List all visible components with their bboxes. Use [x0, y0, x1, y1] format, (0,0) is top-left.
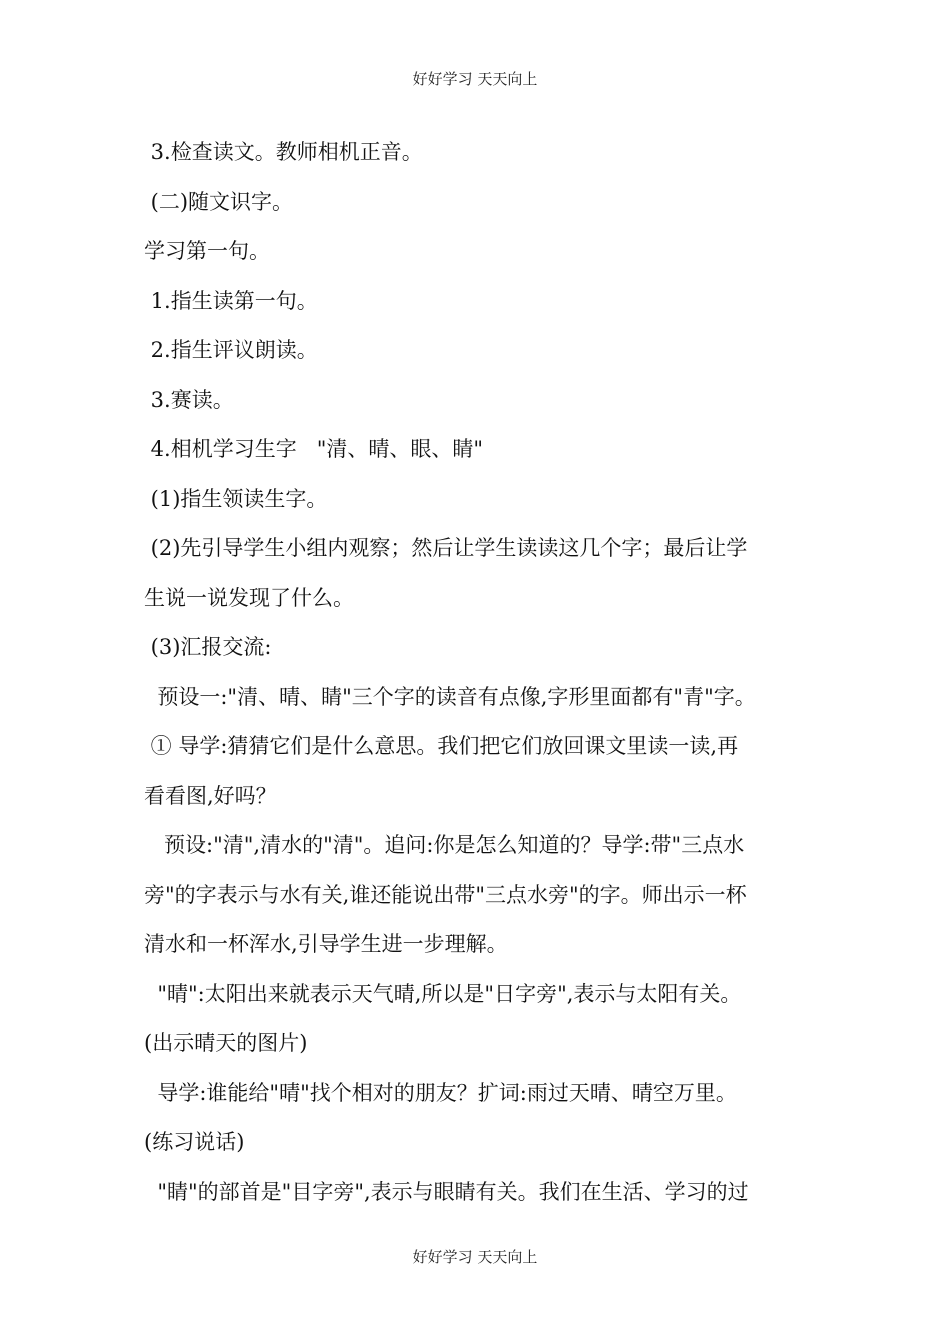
- text-line: 3.赛读。: [144, 387, 234, 412]
- text-line: ① 导学:猜猜它们是什么意思。我们把它们放回课文里读一读,再: [144, 734, 739, 758]
- text-line: "睛"的部首是"目字旁",表示与眼睛有关。我们在生活、学习的过: [144, 1179, 749, 1204]
- document-body: [144, 128, 812, 1217]
- text-line: 1.指生读第一句。: [144, 288, 318, 313]
- page-footer: 好好学习 天天向上: [412, 1248, 538, 1266]
- text-line: 2.指生评议朗读。: [144, 338, 318, 362]
- text-line: (二)随文识字。: [144, 189, 294, 214]
- text-line: 清水和一杯浑水,引导学生进一步理解。: [144, 932, 508, 956]
- text-line: 预设一:"清、晴、睛"三个字的读音有点像,字形里面都有"青"字。: [144, 684, 756, 709]
- text-line: (3)汇报交流:: [144, 635, 272, 659]
- text-line: 4.相机学习生字 "清、晴、眼、睛": [144, 437, 484, 461]
- text-line: (2)先引导学生小组内观察；然后让学生读读这几个字；最后让学: [144, 536, 748, 560]
- text-line: 学习第一句。: [144, 239, 270, 263]
- text-line: 旁"的字表示与水有关,谁还能说出带"三点水旁"的字。师出示一杯: [144, 882, 747, 907]
- text-line: (出示晴天的图片): [144, 1031, 308, 1055]
- text-line: 3.检查读文。教师相机正音。: [144, 140, 423, 164]
- text-line: 生说一说发现了什么。: [144, 585, 354, 610]
- text-line: (1)指生领读生字。: [144, 486, 328, 511]
- text-line: (练习说话): [144, 1130, 245, 1154]
- text-line: 预设:"清",清水的"清"。追问:你是怎么知道的？导学:带"三点水: [144, 833, 745, 857]
- text-line: 看看图,好吗？: [144, 783, 277, 808]
- page-header: 好好学习 天天向上: [412, 70, 538, 88]
- text-line: "晴":太阳出来就表示天气晴,所以是"日字旁",表示与太阳有关。: [144, 981, 742, 1006]
- text-line: 导学:谁能给"晴"找个相对的朋友？扩词:雨过天晴、晴空万里。: [144, 1080, 737, 1105]
